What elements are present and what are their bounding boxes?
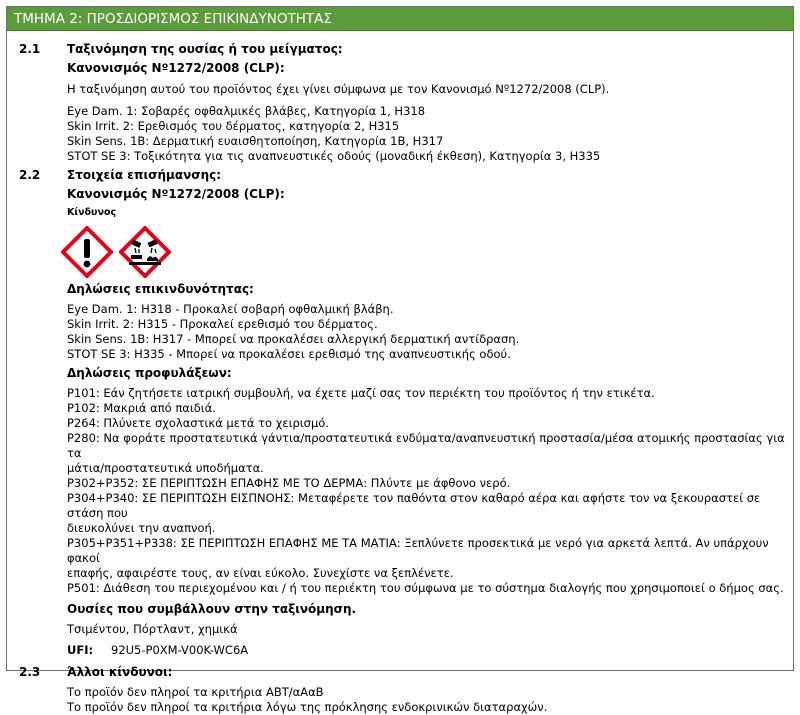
precautionary-statement: P280: Να φοράτε προστατευτικά γάντια/προστατευτικά ενδύματα/αναπνευστική προστασία/μέσα ατομικής προστασίας για τα bbox=[67, 431, 785, 460]
other-hazards-list bbox=[67, 685, 793, 715]
precautionary-statement: P101: Εάν ζητήσετε ιατρική συμβουλή, να έχετε μαζί σας τον περιέκτη του προϊόντος ή την ετικέτα. bbox=[67, 386, 655, 400]
sds-section-frame bbox=[6, 6, 794, 714]
section-header: ΤΜΗΜΑ 2: ΠΡΟΣΔΙΟΡΙΣΜΟΣ ΕΠΙΚΙΝΔΥΝΟΤΗΤΑΣ bbox=[7, 7, 793, 31]
precautionary-statement: διευκολύνει την αναπνοή. bbox=[67, 521, 216, 535]
precautionary-statement: P102: Μακριά από παιδιά. bbox=[67, 401, 216, 415]
regulation-title: Κανονισμός Nº1272/2008 (CLP): bbox=[67, 61, 285, 75]
subsection-title: Ταξινόμηση της ουσίας ή του μείγματος: bbox=[67, 42, 343, 56]
precautionary-statements-list bbox=[67, 386, 793, 596]
section-content bbox=[7, 42, 793, 715]
precautionary-statement: P302+P352: ΣΕ ΠΕΡΙΠΤΩΣΗ ΕΠΑΦΗΣ ΜΕ ΤΟ ΔΕΡΜΑ: Πλύντε με άφθονο νερό. bbox=[67, 476, 511, 490]
hazard-statements-list bbox=[67, 302, 793, 362]
classification-item: Skin Irrit. 2: Ερεθισμός του δέρματος, κατηγορία 2, H315 bbox=[67, 119, 400, 133]
ghs-pictograms bbox=[61, 226, 793, 278]
subsection-2-1-heading bbox=[19, 42, 793, 56]
ufi-row bbox=[67, 643, 793, 657]
signal-word: Κίνδυνος bbox=[67, 207, 117, 218]
subsection-title: Στοιχεία επισήμανσης: bbox=[67, 168, 222, 182]
ufi-value: 92U5-P0XM-V00K-WC6A bbox=[111, 643, 249, 657]
hazard-statement: Eye Dam. 1: H318 - Προκαλεί σοβαρή οφθαλμική βλάβη. bbox=[67, 302, 394, 316]
classification-item: STOT SE 3: Τοξικότητα για τις αναπνευστικές οδούς (μοναδική έκθεση), Κατηγορία 3, H335 bbox=[67, 149, 601, 163]
hazard-statement: Skin Irrit. 2: H315 - Προκαλεί ερεθισμό του δέρματος. bbox=[67, 317, 378, 331]
hazard-statement: Skin Sens. 1B: H317 - Μπορεί να προκαλέσει αλλεργική δερματική αντίδραση. bbox=[67, 332, 520, 346]
subsection-2-2-heading bbox=[19, 168, 793, 182]
precautionary-statement: P305+P351+P338: ΣΕ ΠΕΡΙΠΤΩΣΗ ΕΠΑΦΗΣ ΜΕ ΤΑ ΜΑΤΙΑ: Ξεπλύνετε προσεκτικά με νερό για αρκετά λεπτά. Αν υπάρχουν φακοί bbox=[67, 536, 769, 565]
classification-item: Skin Sens. 1B: Δερματική ευαισθητοποίηση, Κατηγορία 1B, H317 bbox=[67, 134, 444, 148]
classification-item: Eye Dam. 1: Σοβαρές οφθαλμικές βλάβες, Κατηγορία 1, H318 bbox=[67, 104, 426, 118]
precautionary-statements-title: Δηλώσεις προφυλάξεων: bbox=[67, 366, 232, 380]
ufi-label: UFI: bbox=[67, 643, 94, 657]
hazard-statements-title: Δηλώσεις επικινδυνότητας: bbox=[67, 282, 254, 296]
other-hazard-line: Το προϊόν δεν πληροί τα κριτήρια λόγω της πρόκλησης ενδοκρινικών διαταραχών. bbox=[67, 700, 548, 714]
subsection-number: 2.1 bbox=[19, 42, 41, 56]
contributing-substances-title: Ουσίες που συμβάλλουν στην ταξινόμηση. bbox=[67, 602, 357, 616]
exclamation-mark-icon bbox=[61, 226, 113, 278]
classification-intro: Η ταξινόμηση αυτού του προϊόντος έχει γίνει σύμφωνα με τον Κανονισμό Nº1272/2008 (CLP). bbox=[67, 82, 610, 96]
subsection-title: Άλλοι κίνδυνοι: bbox=[67, 665, 173, 679]
regulation-title: Κανονισμός Nº1272/2008 (CLP): bbox=[67, 187, 285, 201]
corrosion-icon bbox=[119, 226, 171, 278]
subsection-number: 2.2 bbox=[19, 168, 41, 182]
precautionary-statement: P304+P340: ΣΕ ΠΕΡΙΠΤΩΣΗ ΕΙΣΠΝΟΗΣ: Μεταφέρετε τον παθόντα στον καθαρό αέρα και αφήστε τον να ξεκουραστεί σε στάση που bbox=[67, 491, 761, 520]
precautionary-statement: επαφής, αφαιρέστε τους, αν είναι εύκολο. Συνεχίστε να ξεπλένετε. bbox=[67, 566, 454, 580]
subsection-number: 2.3 bbox=[19, 665, 41, 679]
classification-list bbox=[67, 104, 793, 164]
other-hazard-line: Το προϊόν δεν πληροί τα κριτήρια ΑΒΤ/αΑαΒ bbox=[67, 685, 324, 699]
precautionary-statement: μάτια/προστατευτικά υποδήματα. bbox=[67, 461, 264, 475]
precautionary-statement: P264: Πλύνετε σχολαστικά μετά το χειρισμό. bbox=[67, 416, 329, 430]
contributing-substances: Τσιμέντου, Πόρτλαντ, χημικά bbox=[67, 622, 238, 636]
precautionary-statement: P501: Διάθεση του περιεχομένου και / ή του περιέκτη του σύμφωνα με το σύστημα διαλογής που χρησιμοποιεί ο δήμος σας. bbox=[67, 581, 784, 595]
hazard-statement: STOT SE 3: H335 - Μπορεί να προκαλέσει ερεθισμό της αναπνευστικής οδού. bbox=[67, 347, 511, 361]
